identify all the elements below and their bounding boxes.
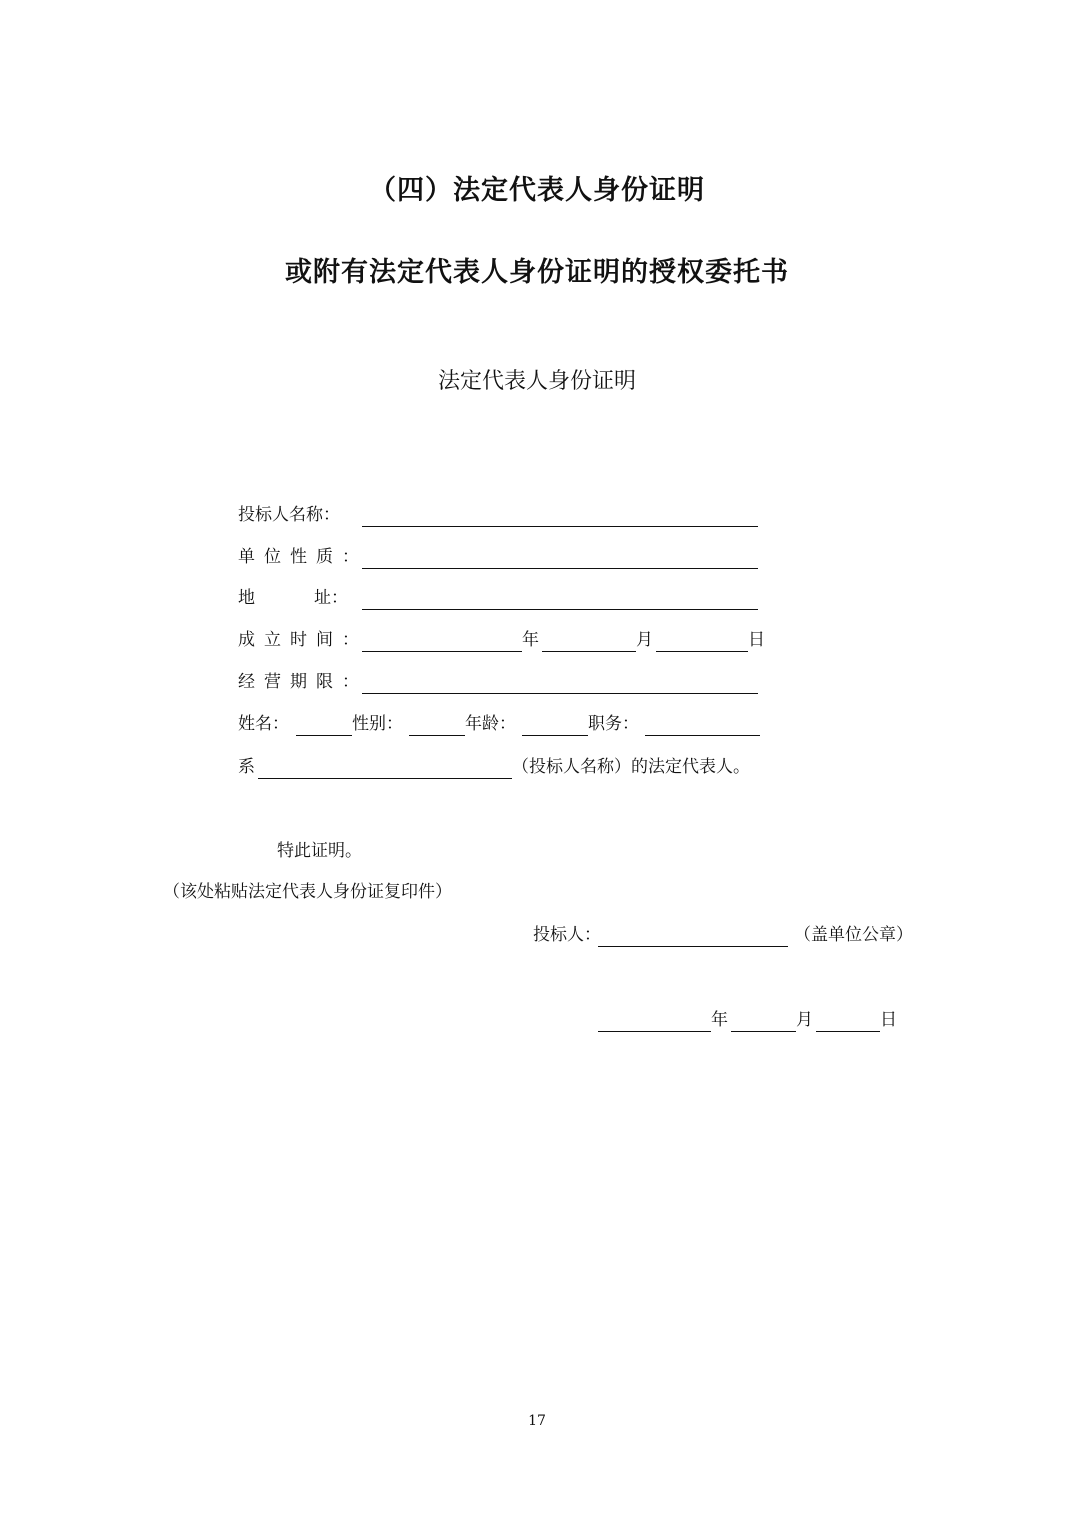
business-term-blank	[362, 673, 758, 694]
signature-row	[533, 923, 913, 947]
row-legal-rep	[238, 755, 750, 779]
legal-rep-company-blank	[258, 758, 512, 779]
section-title: （四）法定代表人身份证明	[369, 175, 705, 206]
bidder-sign-blank	[598, 926, 788, 947]
row-unit-nature	[238, 545, 758, 569]
is-label: 系	[238, 757, 255, 777]
unit-nature-label: 单位性质：	[238, 547, 368, 567]
established-month-blank	[542, 631, 636, 652]
bidder-sign-label: 投标人：	[533, 925, 601, 945]
id-copy-note: （该处粘贴法定代表人身份证复印件）	[163, 882, 452, 902]
row-address	[238, 586, 758, 610]
row-bidder-name	[238, 503, 758, 527]
established-day-blank	[656, 631, 748, 652]
address-label-b: 址：	[314, 588, 348, 608]
row-established	[238, 628, 765, 652]
row-personal	[238, 712, 760, 736]
position-blank	[645, 715, 760, 736]
age-blank	[522, 715, 588, 736]
age-label: 年龄：	[465, 714, 516, 734]
gender-label: 性别：	[352, 714, 403, 734]
name-blank	[296, 715, 352, 736]
position-label: 职务：	[588, 714, 639, 734]
seal-note: （盖单位公章）	[794, 925, 913, 945]
sign-day-blank	[816, 1011, 880, 1032]
address-blank	[362, 589, 758, 610]
unit-nature-blank	[362, 548, 758, 569]
certify-text: 特此证明。	[277, 841, 362, 861]
sign-year-label: 年	[711, 1010, 728, 1030]
month-label: 月	[636, 630, 653, 650]
section-title-line2: 或附有法定代表人身份证明的授权委托书	[285, 257, 789, 288]
sign-month-blank	[731, 1011, 796, 1032]
established-year-blank	[362, 631, 522, 652]
address-label-a: 地	[238, 588, 255, 608]
bidder-name-label: 投标人名称：	[238, 505, 340, 525]
established-label: 成立时间：	[238, 630, 368, 650]
name-label: 姓名：	[238, 714, 289, 734]
sign-month-label: 月	[796, 1010, 813, 1030]
sign-day-label: 日	[880, 1010, 897, 1030]
business-term-label: 经营期限：	[238, 672, 368, 692]
row-business-term	[238, 670, 758, 694]
page-number: 17	[528, 1413, 546, 1429]
signature-date-row	[598, 1008, 897, 1032]
form-subtitle: 法定代表人身份证明	[437, 369, 636, 394]
sign-year-blank	[598, 1011, 711, 1032]
year-label: 年	[522, 630, 539, 650]
bidder-name-blank	[362, 506, 758, 527]
legal-rep-suffix: （投标人名称）的法定代表人。	[512, 757, 750, 777]
day-label: 日	[748, 630, 765, 650]
gender-blank	[409, 715, 465, 736]
